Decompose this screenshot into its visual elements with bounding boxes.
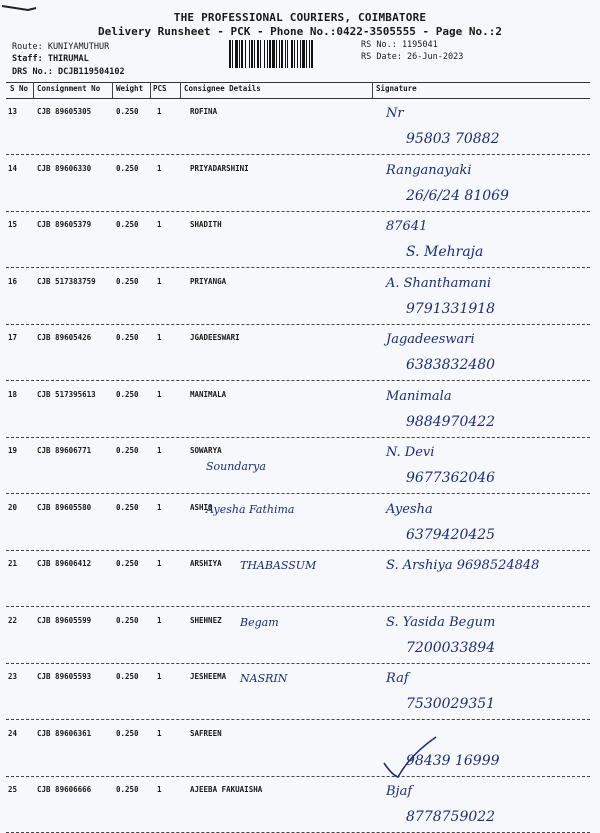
weight-value: 0.250: [116, 446, 139, 455]
runsheet-subtitle: Delivery Runsheet - PCK - Phone No.:0422-3505555 - Page No.:2: [98, 25, 502, 38]
staff-label: Staff: THIRUMAL: [12, 54, 89, 64]
handwritten-consignee-note: NASRIN: [240, 672, 288, 685]
weight-value: 0.250: [116, 785, 139, 794]
signature-handwriting: [376, 495, 590, 551]
rs-date: RS Date: 26-Jun-2023: [361, 52, 464, 62]
signature-handwriting: [376, 438, 590, 494]
serial-number: 19: [8, 446, 18, 455]
serial-number: 18: [8, 389, 18, 399]
signature-phone: 7200033894: [406, 639, 496, 656]
col-divider: [150, 82, 151, 98]
serial-number: 16: [8, 276, 18, 286]
consignee-name: JGADEESWARI: [190, 333, 240, 342]
consignee-name: SOWARYA: [190, 446, 222, 455]
serial-number: 13: [8, 107, 18, 116]
serial-number: 20: [8, 502, 18, 512]
serial-number: 15: [8, 220, 18, 229]
weight-value: 0.250: [116, 107, 139, 116]
signature-handwriting: [376, 777, 590, 833]
checkmark-scribble: [380, 735, 440, 780]
serial-number: 21: [8, 559, 18, 568]
table-row: [6, 551, 590, 607]
signature-text: 87641: [386, 219, 428, 234]
signature-text: Jagadeeswari: [386, 332, 475, 347]
pieces-count: 1: [157, 107, 162, 116]
weight-value: 0.250: [116, 220, 139, 229]
pieces-count: 1: [157, 163, 162, 173]
signature-handwriting: [376, 551, 590, 607]
consignee-name: JESHEEMA: [190, 672, 227, 681]
consignment-number: CJB 517395613: [37, 389, 96, 399]
drs-label: DRS No.: DCJB119504102: [12, 67, 125, 77]
consignment-number: CJB 89605379: [37, 220, 92, 229]
serial-number: 14: [8, 163, 18, 173]
consignment-number: CJB 89606361: [37, 728, 92, 738]
consignee-name: PRIYANGA: [190, 276, 227, 286]
consignee-name: AJEEBA FAKUAISHA: [190, 785, 263, 794]
signature-phone: S. Mehraja: [406, 244, 484, 260]
consignment-number: CJB 89605580: [37, 502, 92, 512]
serial-number: 17: [8, 333, 18, 342]
signature-text: S. Yasida Begum: [386, 614, 496, 630]
signature-phone: 9791331918: [406, 300, 496, 317]
consignee-name: SHEHNEZ: [190, 615, 222, 625]
signature-handwriting: [376, 269, 590, 325]
pieces-count: 1: [157, 728, 162, 738]
signature-phone: 8778759022: [406, 809, 496, 825]
signature-text: Bjaf: [386, 784, 413, 799]
signature-phone: 6383832480: [406, 357, 496, 373]
weight-value: 0.250: [116, 276, 139, 286]
signature-text: Nr: [386, 106, 404, 121]
col-divider: [180, 82, 181, 98]
consignment-number: CJB 89606412: [37, 559, 92, 568]
signature-text: Ayesha: [386, 501, 433, 517]
col-weight: Weight: [116, 84, 144, 93]
signature-handwriting: [376, 156, 590, 212]
handwritten-consignee-note: Ayesha Fathima: [206, 502, 295, 516]
table-row: [6, 495, 590, 551]
consignment-number: CJB 89605599: [37, 615, 92, 625]
table-row: [6, 325, 590, 381]
col-consignee: Consignee Details: [184, 84, 261, 93]
weight-value: 0.250: [116, 502, 139, 512]
col-pcs: PCS: [153, 84, 167, 93]
handwritten-consignee-note: Begam: [240, 615, 279, 629]
pieces-count: 1: [157, 502, 162, 512]
signature-handwriting: [376, 608, 590, 664]
serial-number: 22: [8, 615, 18, 625]
table-row: [6, 99, 590, 155]
route-label: Route: KUNIYAMUTHUR: [12, 42, 110, 52]
signature-handwriting: [376, 99, 590, 155]
consignment-number: CJB 89605305: [37, 107, 92, 116]
signature-text: Ranganayaki: [386, 162, 472, 178]
signature-text: A. Shanthamani: [386, 275, 492, 291]
col-signature: Signature: [376, 84, 417, 93]
consignment-number: CJB 89605593: [37, 672, 92, 681]
signature-phone: 6379420425: [406, 526, 496, 543]
rs-number: RS No.: 1195041: [361, 40, 438, 50]
signature-text: N. Devi: [386, 445, 435, 460]
consignee-name: SAFREEN: [190, 728, 222, 738]
weight-value: 0.250: [116, 163, 139, 173]
consignee-name: ASHIQ: [190, 502, 213, 512]
table-header: [6, 80, 590, 98]
consignment-number: CJB 89606771: [37, 446, 92, 455]
table-row: [6, 382, 590, 438]
barcode: [228, 40, 356, 68]
signature-phone: 26/6/24 81069: [406, 187, 509, 204]
col-divider: [372, 82, 373, 98]
signature-phone: 95803 70882: [406, 131, 500, 147]
signature-text: S. Arshiya 9698524848: [386, 558, 540, 573]
pieces-count: 1: [157, 446, 162, 455]
signature-handwriting: [376, 382, 590, 438]
consignment-number: CJB 89605426: [37, 333, 92, 342]
weight-value: 0.250: [116, 615, 139, 625]
weight-value: 0.250: [116, 728, 139, 738]
table-row: [6, 438, 590, 494]
col-sno: S No: [10, 84, 29, 93]
pieces-count: 1: [157, 220, 162, 229]
table-row: [6, 212, 590, 268]
col-divider: [33, 82, 34, 98]
handwritten-consignee-note: Soundarya: [206, 460, 266, 473]
table-row: [6, 664, 590, 720]
consignment-number: CJB 89606666: [37, 785, 92, 794]
consignee-name: SHADITH: [190, 220, 222, 229]
signature-text: Raf: [386, 671, 409, 686]
pieces-count: 1: [157, 785, 162, 794]
weight-value: 0.250: [116, 333, 139, 342]
signature-phone: 9677362046: [406, 470, 496, 486]
col-consignment: Consignment No: [37, 84, 101, 93]
pieces-count: 1: [157, 276, 162, 286]
handwritten-consignee-note: THABASSUM: [240, 559, 317, 572]
pieces-count: 1: [157, 615, 162, 625]
consignee-name: ROFINA: [190, 107, 218, 116]
weight-value: 0.250: [116, 559, 139, 568]
consignee-name: MANIMALA: [190, 389, 227, 399]
signature-handwriting: [376, 325, 590, 381]
col-divider: [112, 82, 113, 98]
table-row: [6, 777, 590, 833]
serial-number: 24: [8, 728, 18, 738]
consignee-name: ARSHIYA: [190, 559, 222, 568]
consignee-name: PRIYADARSHINI: [190, 163, 249, 173]
table-row: [6, 269, 590, 325]
consignment-number: CJB 89606330: [37, 163, 92, 173]
pieces-count: 1: [157, 389, 162, 399]
serial-number: 23: [8, 672, 18, 681]
signature-phone: 9884970422: [406, 413, 496, 430]
signature-handwriting: [376, 212, 590, 268]
signature-phone: 7530029351: [406, 696, 496, 712]
table-row: [6, 608, 590, 664]
pieces-count: 1: [157, 672, 162, 681]
table-row: [6, 156, 590, 212]
pieces-count: 1: [157, 559, 162, 568]
serial-number: 25: [8, 785, 18, 794]
signature-text: Manimala: [386, 388, 452, 404]
weight-value: 0.250: [116, 672, 139, 681]
consignment-number: CJB 517383759: [37, 276, 96, 286]
company-title: THE PROFESSIONAL COURIERS, COIMBATORE: [173, 11, 427, 24]
table-row: [6, 721, 590, 777]
signature-phone: 98439 16999: [406, 752, 500, 769]
weight-value: 0.250: [116, 389, 139, 399]
pieces-count: 1: [157, 333, 162, 342]
signature-handwriting: [376, 664, 590, 720]
